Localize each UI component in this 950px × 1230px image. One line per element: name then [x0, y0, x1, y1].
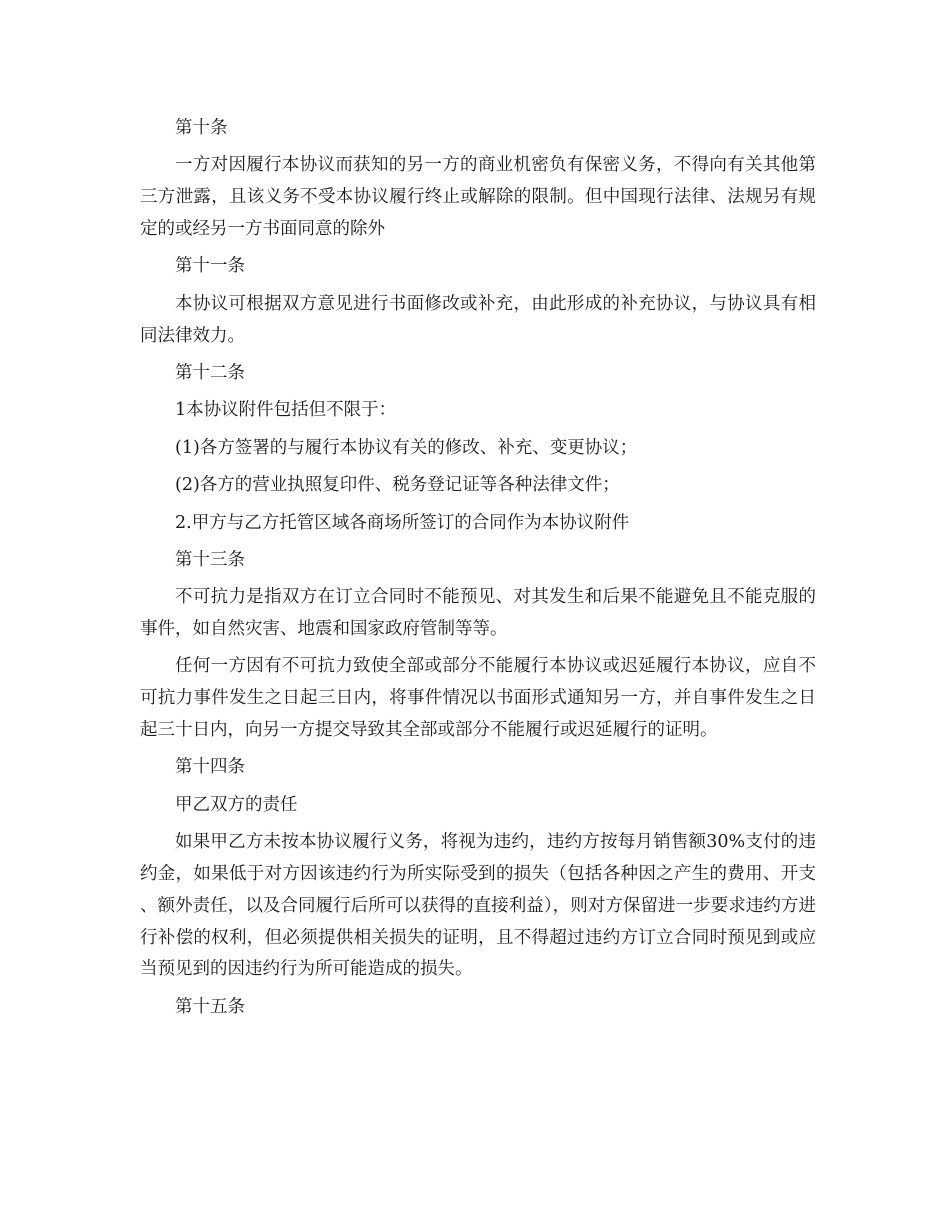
- article-10-paragraph: 一方对因履行本协议而获知的另一方的商业机密负有保密义务，不得向有关其他第三方泄露，且该义务不受本协议履行终止或解除的限制。但中国现行法律、法规另有规定的或经另一方书面同意的除外: [140, 155, 816, 239]
- article-12-subitem-2: (2)各方的营业执照复印件、税务登记证等各种法律文件；: [175, 475, 620, 496]
- article-11-paragraph: 本协议可根据双方意见进行书面修改或补充，由此形成的补充协议，与协议具有相同法律效力。: [140, 293, 816, 346]
- article-12-item-2: 2.甲方与乙方托管区域各商场所签订的合同作为本协议附件: [175, 512, 630, 533]
- article-14-subtitle: 甲乙双方的责任: [175, 794, 298, 815]
- article-heading-10: 第十条: [175, 118, 228, 138]
- article-13-paragraph-2: 任何一方因有不可抗力致使全部或部分不能履行本协议或迟延履行本协议，应自不可抗力事件发生之日起三日内，将事件情况以书面形式通知另一方，并自事件发生之日起三十日内，向另一方提交导致其全部或部分不能履行或迟延履行的证明。: [140, 656, 816, 741]
- article-heading-11: 第十一条: [175, 256, 245, 277]
- article-heading-14: 第十四条: [175, 757, 245, 778]
- article-13-paragraph-1: 不可抗力是指双方在订立合同时不能预见、对其发生和后果不能避免且不能克服的事件，如自然灾害、地震和国家政府管制等等。: [140, 587, 816, 640]
- article-heading-13: 第十三条: [175, 549, 245, 570]
- document-body: [140, 113, 816, 1029]
- article-12-subitem-1: (1)各方签署的与履行本协议有关的修改、补充、变更协议；: [175, 437, 638, 458]
- article-14-paragraph: 如果甲乙方未按本协议履行义务，将视为违约，违约方按每月销售额30%支付的违约金，如果低于对方因该违约行为所实际受到的损失（包括各种因之产生的费用、开支、额外责任，以及合同履行后所可以获得的直接利益），则对方保留进一步要求违约方进行补偿的权利，但必须提供相关损失的证明，且不得超过违约方订立合同时预见到或应当预见到的因违约行为所可能造成的损失。: [140, 832, 816, 980]
- article-heading-12: 第十二条: [175, 362, 245, 383]
- article-12-item-1: 1本协议附件包括但不限于：: [175, 400, 397, 421]
- article-heading-15: 第十五条: [175, 996, 245, 1017]
